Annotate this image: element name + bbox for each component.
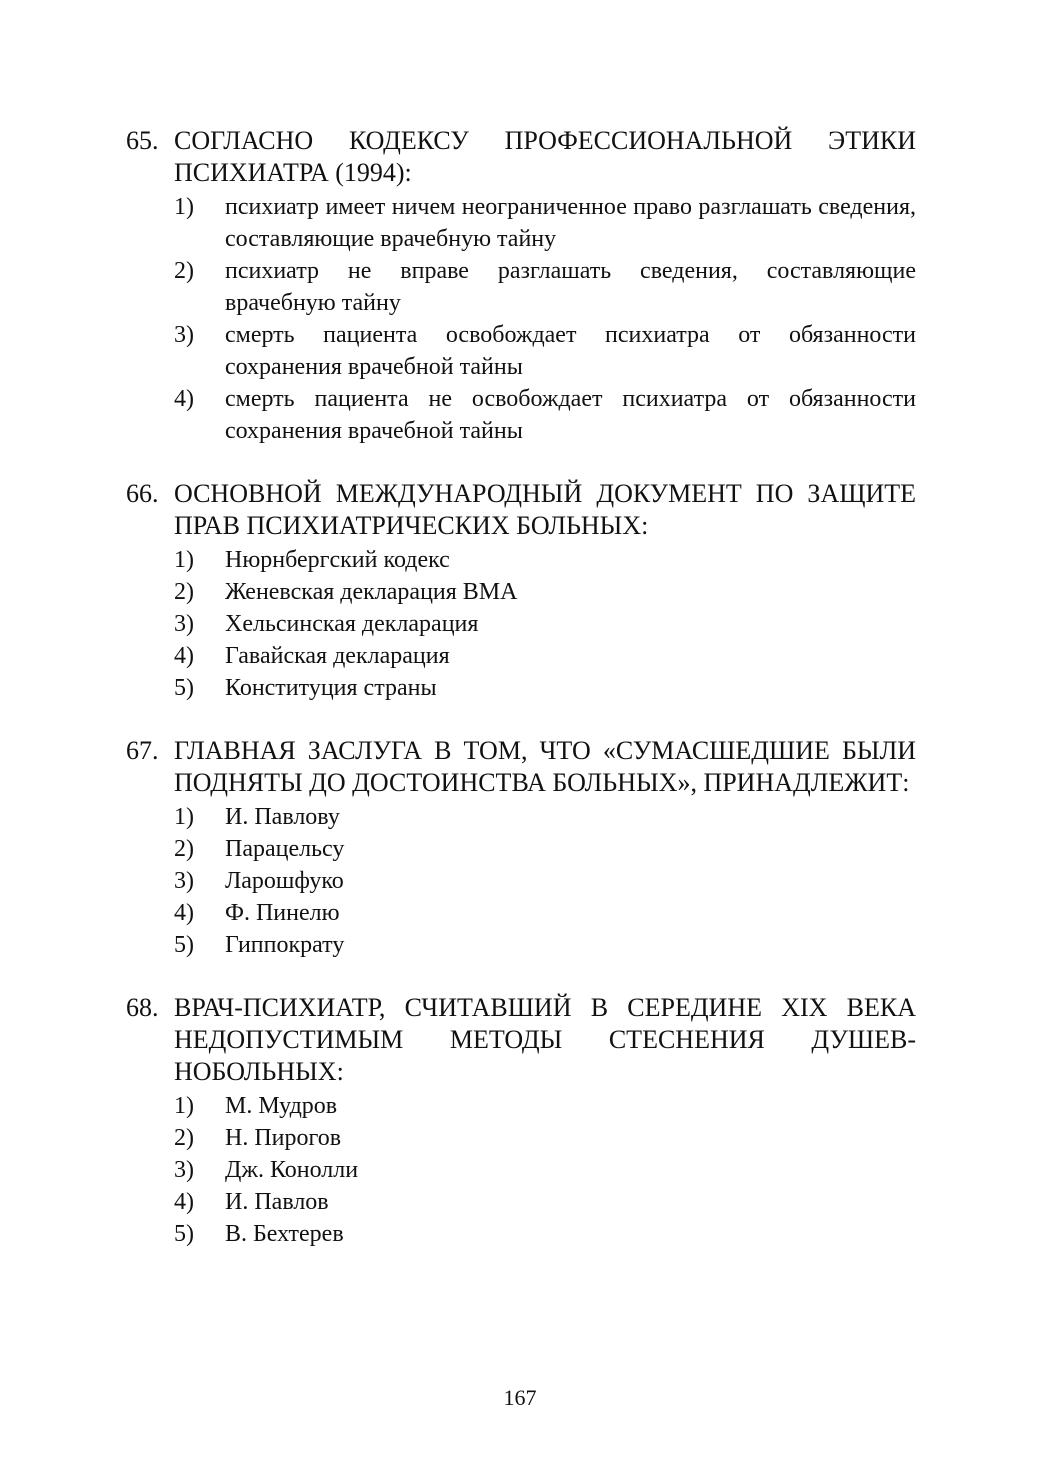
question-text: ВРАЧ-ПСИХИАТР, СЧИТАВШИЙ В СЕРЕДИНЕ XIX ВЕКА НЕДОПУСТИМЫМ МЕТОДЫ СТЕСНЕНИЯ ДУШЕВНОБОЛЬНЫХ: <box>174 993 916 1086</box>
question-number: 66. <box>126 479 159 508</box>
option-number: 2) <box>174 579 194 605</box>
option-text: Нюрнбергский кодекс <box>225 547 450 573</box>
option-text: М. Мудров <box>225 1093 338 1119</box>
option-text: Гавайская декларация <box>225 643 450 669</box>
option-text: В. Бехтерев <box>225 1221 344 1247</box>
option-number: 5) <box>174 932 194 958</box>
option-number: 2) <box>174 1125 194 1151</box>
option-text: смерть пациента не освобождает психиатра от обязанности сохранения врачебной тайны <box>225 386 916 444</box>
option-number: 1) <box>174 194 194 220</box>
question-text: ОСНОВНОЙ МЕЖДУНАРОДНЫЙ ДОКУМЕНТ ПО ЗАЩИТЕ ПРАВ ПСИХИАТРИЧЕСКИХ БОЛЬНЫХ: <box>174 479 916 540</box>
answer-options <box>126 1090 916 1250</box>
question-list <box>126 125 916 1281</box>
answer-option <box>126 1090 916 1122</box>
option-number: 1) <box>174 547 194 573</box>
option-text: Хельсинская декларация <box>225 611 479 637</box>
option-number: 3) <box>174 322 194 348</box>
question-number: 67. <box>126 736 159 765</box>
option-number: 2) <box>174 258 194 284</box>
answer-option <box>126 1154 916 1186</box>
question-text: СОГЛАСНО КОДЕКСУ ПРОФЕССИОНАЛЬНОЙ ЭТИКИ ПСИХИАТРА (1994): <box>174 126 916 187</box>
option-text: психиатр не вправе разглашать сведения, составляющие врачебную тайну <box>225 258 916 316</box>
option-text: Ларошфуко <box>225 868 344 894</box>
question-68 <box>126 992 916 1250</box>
option-text: И. Павлову <box>225 804 340 830</box>
option-text: Дж. Конолли <box>225 1157 359 1183</box>
answer-option <box>126 865 916 897</box>
answer-option <box>126 833 916 865</box>
option-number: 4) <box>174 1189 194 1215</box>
answer-option <box>126 319 916 383</box>
answer-option <box>126 1186 916 1218</box>
option-text: психиатр имеет ничем неограниченное право разглашать сведения, составляющие врачебную тайну <box>225 194 916 252</box>
option-text: Женевская декларация ВМА <box>225 579 518 605</box>
question-number: 65. <box>126 126 159 155</box>
option-number: 3) <box>174 868 194 894</box>
answer-option <box>126 191 916 255</box>
answer-options <box>126 191 916 447</box>
answer-option <box>126 897 916 929</box>
answer-option <box>126 255 916 319</box>
page-number: 167 <box>503 1385 537 1410</box>
option-number: 4) <box>174 386 194 412</box>
option-number: 1) <box>174 804 194 830</box>
answer-option <box>126 1122 916 1154</box>
answer-option <box>126 608 916 640</box>
option-text: И. Павлов <box>225 1189 329 1215</box>
answer-option <box>126 801 916 833</box>
option-number: 5) <box>174 675 194 701</box>
option-number: 3) <box>174 1157 194 1183</box>
answer-option <box>126 672 916 704</box>
question-67 <box>126 735 916 961</box>
answer-option <box>126 544 916 576</box>
option-number: 4) <box>174 900 194 926</box>
question-65 <box>126 125 916 447</box>
answer-options <box>126 544 916 704</box>
answer-option <box>126 1218 916 1250</box>
question-number: 68. <box>126 993 159 1022</box>
option-number: 3) <box>174 611 194 637</box>
option-number: 2) <box>174 836 194 862</box>
question-text: ГЛАВНАЯ ЗАСЛУГА В ТОМ, ЧТО «СУМАСШЕДШИЕ БЫЛИ ПОДНЯТЫ ДО ДОСТОИНСТВА БОЛЬНЫХ», ПРИНАДЛЕЖИТ: <box>174 736 916 797</box>
answer-option <box>126 383 916 447</box>
answer-option <box>126 576 916 608</box>
option-number: 1) <box>174 1093 194 1119</box>
question-66 <box>126 478 916 704</box>
option-text: Гиппократу <box>225 932 345 958</box>
option-text: Конституция страны <box>225 675 437 701</box>
answer-option <box>126 640 916 672</box>
option-number: 5) <box>174 1221 194 1247</box>
option-number: 4) <box>174 643 194 669</box>
option-text: Н. Пирогов <box>225 1125 342 1151</box>
answer-option <box>126 929 916 961</box>
option-text: смерть пациента освобождает психиатра от обязанности сохранения врачебной тайны <box>225 322 916 380</box>
option-text: Ф. Пинелю <box>225 900 340 926</box>
answer-options <box>126 801 916 961</box>
option-text: Парацельсу <box>225 836 345 862</box>
